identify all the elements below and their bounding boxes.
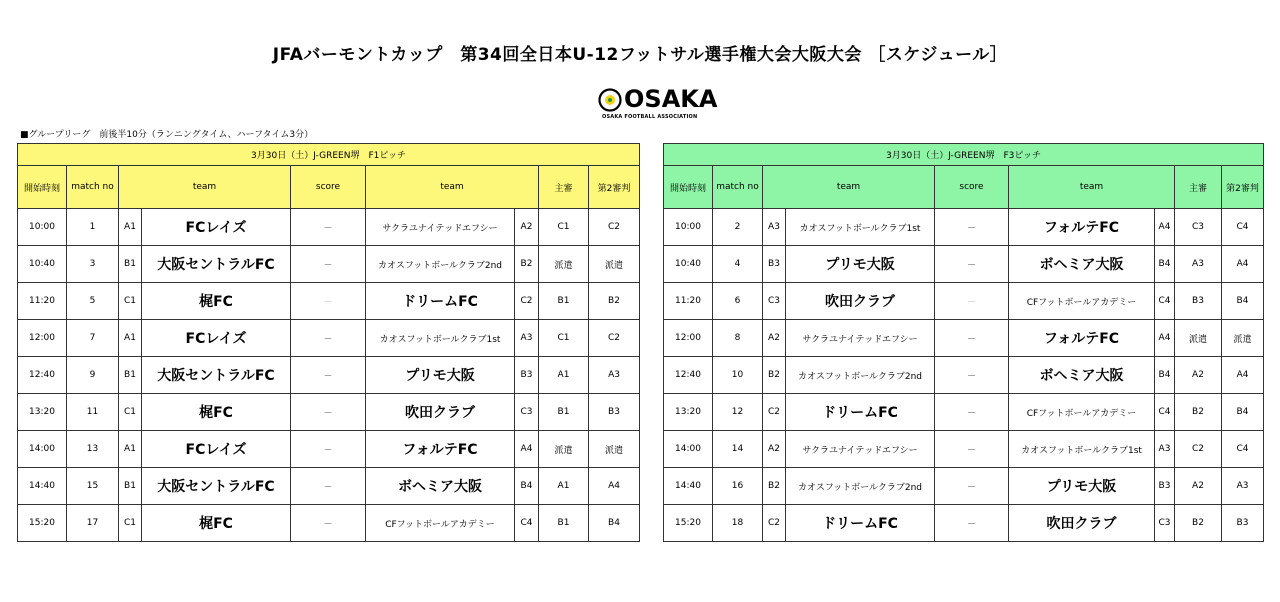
pitch-caption: 3月30日（土）J-GREEN堺 F1ピッチ xyxy=(18,144,640,166)
match-row xyxy=(18,283,640,320)
team2-name: カオスフットボールクラブ1st xyxy=(366,320,515,357)
match-row xyxy=(18,394,640,431)
match-number: 13 xyxy=(67,431,119,468)
second-referee: A3 xyxy=(589,357,640,394)
second-referee: C4 xyxy=(1222,431,1264,468)
match-row xyxy=(18,505,640,542)
match-row xyxy=(18,246,640,283)
second-referee: B3 xyxy=(1222,505,1264,542)
second-referee: A4 xyxy=(1222,357,1264,394)
referee: B1 xyxy=(539,505,589,542)
team2-name: カオスフットボールクラブ2nd xyxy=(366,246,515,283)
team2-name: CFフットボールアカデミー xyxy=(1009,283,1155,320)
team1-name: 大阪セントラルFC xyxy=(142,468,291,505)
referee: A1 xyxy=(539,357,589,394)
referee: 派遣 xyxy=(539,246,589,283)
team1-name: ドリームFC xyxy=(786,394,935,431)
team1-group-slot: B3 xyxy=(763,246,786,283)
start-time: 15:20 xyxy=(18,505,67,542)
referee: A1 xyxy=(539,468,589,505)
team2-name: ボヘミア大阪 xyxy=(1009,357,1155,394)
page-title: JFAバーモントカップ 第34回全日本U-12フットサル選手権大会大阪大会 ［スケジュール］ xyxy=(272,45,1008,65)
score: － xyxy=(935,209,1009,246)
team2-name: ボヘミア大阪 xyxy=(366,468,515,505)
team1-name: サクラユナイテッドエフシー xyxy=(786,431,935,468)
referee: A2 xyxy=(1175,468,1222,505)
team2-group-slot: C4 xyxy=(1155,394,1175,431)
col-header-team: team xyxy=(1009,166,1175,209)
match-row xyxy=(664,357,1264,394)
match-row xyxy=(664,320,1264,357)
start-time: 10:40 xyxy=(18,246,67,283)
start-time: 12:00 xyxy=(664,320,713,357)
team2-name: サクラユナイテッドエフシー xyxy=(366,209,515,246)
pitch-caption: 3月30日（土）J-GREEN堺 F3ピッチ xyxy=(664,144,1264,166)
col-header-referee: 主審 xyxy=(539,166,589,209)
start-time: 11:20 xyxy=(664,283,713,320)
team1-name: 梶FC xyxy=(142,283,291,320)
team2-group-slot: A3 xyxy=(1155,431,1175,468)
referee: 派遣 xyxy=(1175,320,1222,357)
team1-group-slot: B1 xyxy=(119,357,142,394)
team2-name: ボヘミア大阪 xyxy=(1009,246,1155,283)
match-row xyxy=(664,431,1264,468)
col-header-team: team xyxy=(763,166,935,209)
team2-name: ドリームFC xyxy=(366,283,515,320)
second-referee: A4 xyxy=(1222,246,1264,283)
referee: B1 xyxy=(539,394,589,431)
second-referee: B4 xyxy=(1222,283,1264,320)
match-number: 4 xyxy=(713,246,763,283)
team1-group-slot: A3 xyxy=(763,209,786,246)
start-time: 10:00 xyxy=(664,209,713,246)
start-time: 14:40 xyxy=(18,468,67,505)
team1-group-slot: A1 xyxy=(119,320,142,357)
team2-name: フォルテFC xyxy=(1009,320,1155,357)
match-number: 12 xyxy=(713,394,763,431)
match-number: 7 xyxy=(67,320,119,357)
team1-group-slot: B1 xyxy=(119,468,142,505)
team1-group-slot: A1 xyxy=(119,209,142,246)
referee: B3 xyxy=(1175,283,1222,320)
score: － xyxy=(291,320,366,357)
team2-name: CFフットボールアカデミー xyxy=(366,505,515,542)
match-row xyxy=(664,283,1264,320)
team2-group-slot: A4 xyxy=(1155,209,1175,246)
start-time: 12:40 xyxy=(18,357,67,394)
match-number: 9 xyxy=(67,357,119,394)
match-number: 2 xyxy=(713,209,763,246)
team1-group-slot: C1 xyxy=(119,283,142,320)
team2-name: 吹田クラブ xyxy=(366,394,515,431)
col-header-second-referee: 第2審判 xyxy=(589,166,640,209)
team1-name: カオスフットボールクラブ2nd xyxy=(786,357,935,394)
team2-group-slot: A2 xyxy=(515,209,539,246)
team1-group-slot: B2 xyxy=(763,357,786,394)
score: － xyxy=(935,468,1009,505)
team2-group-slot: B3 xyxy=(515,357,539,394)
team1-group-slot: C1 xyxy=(119,505,142,542)
team2-group-slot: C4 xyxy=(515,505,539,542)
second-referee: 派遣 xyxy=(589,246,640,283)
col-header-start-time: 開始時刻 xyxy=(664,166,713,209)
team1-group-slot: C2 xyxy=(763,505,786,542)
second-referee: A3 xyxy=(1222,468,1264,505)
score: － xyxy=(291,246,366,283)
col-header-team: team xyxy=(366,166,539,209)
match-row xyxy=(664,505,1264,542)
match-number: 17 xyxy=(67,505,119,542)
match-row xyxy=(664,468,1264,505)
col-header-start-time: 開始時刻 xyxy=(18,166,67,209)
match-row xyxy=(664,209,1264,246)
team1-group-slot: B2 xyxy=(763,468,786,505)
start-time: 11:20 xyxy=(18,283,67,320)
second-referee: C2 xyxy=(589,209,640,246)
second-referee: 派遣 xyxy=(589,431,640,468)
team2-group-slot: B2 xyxy=(515,246,539,283)
team2-name: フォルテFC xyxy=(366,431,515,468)
referee: B2 xyxy=(1175,505,1222,542)
start-time: 13:20 xyxy=(664,394,713,431)
match-number: 15 xyxy=(67,468,119,505)
team2-group-slot: B4 xyxy=(1155,246,1175,283)
second-referee: 派遣 xyxy=(1222,320,1264,357)
referee: 派遣 xyxy=(539,431,589,468)
start-time: 10:00 xyxy=(18,209,67,246)
match-number: 3 xyxy=(67,246,119,283)
referee: C3 xyxy=(1175,209,1222,246)
start-time: 14:00 xyxy=(18,431,67,468)
group-league-note: ■グループリーグ 前後半10分（ランニングタイム、ハーフタイム3分） xyxy=(20,130,314,140)
team1-group-slot: A2 xyxy=(763,320,786,357)
col-header-score: score xyxy=(291,166,366,209)
match-row xyxy=(18,468,640,505)
team2-group-slot: B4 xyxy=(515,468,539,505)
col-header-match-no: match no xyxy=(67,166,119,209)
team1-name: サクラユナイテッドエフシー xyxy=(786,320,935,357)
match-number: 1 xyxy=(67,209,119,246)
team2-group-slot: C3 xyxy=(515,394,539,431)
osaka-fa-logo xyxy=(598,85,718,125)
match-row xyxy=(18,209,640,246)
match-number: 18 xyxy=(713,505,763,542)
score: － xyxy=(935,320,1009,357)
team2-name: 吹田クラブ xyxy=(1009,505,1155,542)
team1-group-slot: C3 xyxy=(763,283,786,320)
score: － xyxy=(291,505,366,542)
team1-name: 大阪セントラルFC xyxy=(142,357,291,394)
team1-name: 梶FC xyxy=(142,505,291,542)
team1-name: 大阪セントラルFC xyxy=(142,246,291,283)
second-referee: B4 xyxy=(1222,394,1264,431)
team1-name: ドリームFC xyxy=(786,505,935,542)
team1-name: FCレイズ xyxy=(142,209,291,246)
schedule-table-f3 xyxy=(663,143,1264,542)
team1-name: カオスフットボールクラブ1st xyxy=(786,209,935,246)
team2-name: フォルテFC xyxy=(1009,209,1155,246)
referee: B1 xyxy=(539,283,589,320)
start-time: 13:20 xyxy=(18,394,67,431)
referee: A3 xyxy=(1175,246,1222,283)
referee: A2 xyxy=(1175,357,1222,394)
team2-group-slot: A4 xyxy=(515,431,539,468)
team2-group-slot: B3 xyxy=(1155,468,1175,505)
score: － xyxy=(291,468,366,505)
second-referee: B2 xyxy=(589,283,640,320)
team2-group-slot: C2 xyxy=(515,283,539,320)
team1-group-slot: C2 xyxy=(763,394,786,431)
team1-name: プリモ大阪 xyxy=(786,246,935,283)
match-number: 16 xyxy=(713,468,763,505)
referee: B2 xyxy=(1175,394,1222,431)
col-header-team: team xyxy=(119,166,291,209)
team2-group-slot: C4 xyxy=(1155,283,1175,320)
second-referee: C2 xyxy=(589,320,640,357)
team1-name: FCレイズ xyxy=(142,320,291,357)
col-header-referee: 主審 xyxy=(1175,166,1222,209)
start-time: 12:00 xyxy=(18,320,67,357)
start-time: 10:40 xyxy=(664,246,713,283)
team1-group-slot: C1 xyxy=(119,394,142,431)
score: － xyxy=(291,357,366,394)
match-number: 11 xyxy=(67,394,119,431)
match-number: 8 xyxy=(713,320,763,357)
team2-name: プリモ大阪 xyxy=(1009,468,1155,505)
col-header-match-no: match no xyxy=(713,166,763,209)
score: － xyxy=(935,357,1009,394)
match-row xyxy=(664,394,1264,431)
second-referee: A4 xyxy=(589,468,640,505)
team1-name: 梶FC xyxy=(142,394,291,431)
start-time: 12:40 xyxy=(664,357,713,394)
match-row xyxy=(18,431,640,468)
referee: C1 xyxy=(539,320,589,357)
soccer-ball-icon xyxy=(598,88,622,112)
team2-name: プリモ大阪 xyxy=(366,357,515,394)
team1-group-slot: B1 xyxy=(119,246,142,283)
referee: C2 xyxy=(1175,431,1222,468)
score: － xyxy=(291,431,366,468)
col-header-score: score xyxy=(935,166,1009,209)
team1-name: カオスフットボールクラブ2nd xyxy=(786,468,935,505)
score: － xyxy=(935,394,1009,431)
match-row xyxy=(18,320,640,357)
match-number: 6 xyxy=(713,283,763,320)
team1-name: FCレイズ xyxy=(142,431,291,468)
second-referee: C4 xyxy=(1222,209,1264,246)
team2-group-slot: A3 xyxy=(515,320,539,357)
logo-subtext: OSAKA FOOTBALL ASSOCIATION xyxy=(602,114,698,120)
team2-name: カオスフットボールクラブ1st xyxy=(1009,431,1155,468)
start-time: 14:40 xyxy=(664,468,713,505)
score: － xyxy=(935,283,1009,320)
start-time: 15:20 xyxy=(664,505,713,542)
team2-group-slot: A4 xyxy=(1155,320,1175,357)
start-time: 14:00 xyxy=(664,431,713,468)
score: － xyxy=(935,505,1009,542)
team1-name: 吹田クラブ xyxy=(786,283,935,320)
match-number: 10 xyxy=(713,357,763,394)
match-number: 14 xyxy=(713,431,763,468)
score: － xyxy=(935,431,1009,468)
second-referee: B4 xyxy=(589,505,640,542)
logo-text: OSAKA xyxy=(624,85,718,113)
score: － xyxy=(935,246,1009,283)
team2-group-slot: B4 xyxy=(1155,357,1175,394)
schedule-table-f1 xyxy=(17,143,640,542)
second-referee: B3 xyxy=(589,394,640,431)
referee: C1 xyxy=(539,209,589,246)
match-row xyxy=(18,357,640,394)
team2-name: CFフットボールアカデミー xyxy=(1009,394,1155,431)
score: － xyxy=(291,209,366,246)
team1-group-slot: A1 xyxy=(119,431,142,468)
team2-group-slot: C3 xyxy=(1155,505,1175,542)
score: － xyxy=(291,283,366,320)
col-header-second-referee: 第2審判 xyxy=(1222,166,1264,209)
match-row xyxy=(664,246,1264,283)
team1-group-slot: A2 xyxy=(763,431,786,468)
score: － xyxy=(291,394,366,431)
match-number: 5 xyxy=(67,283,119,320)
